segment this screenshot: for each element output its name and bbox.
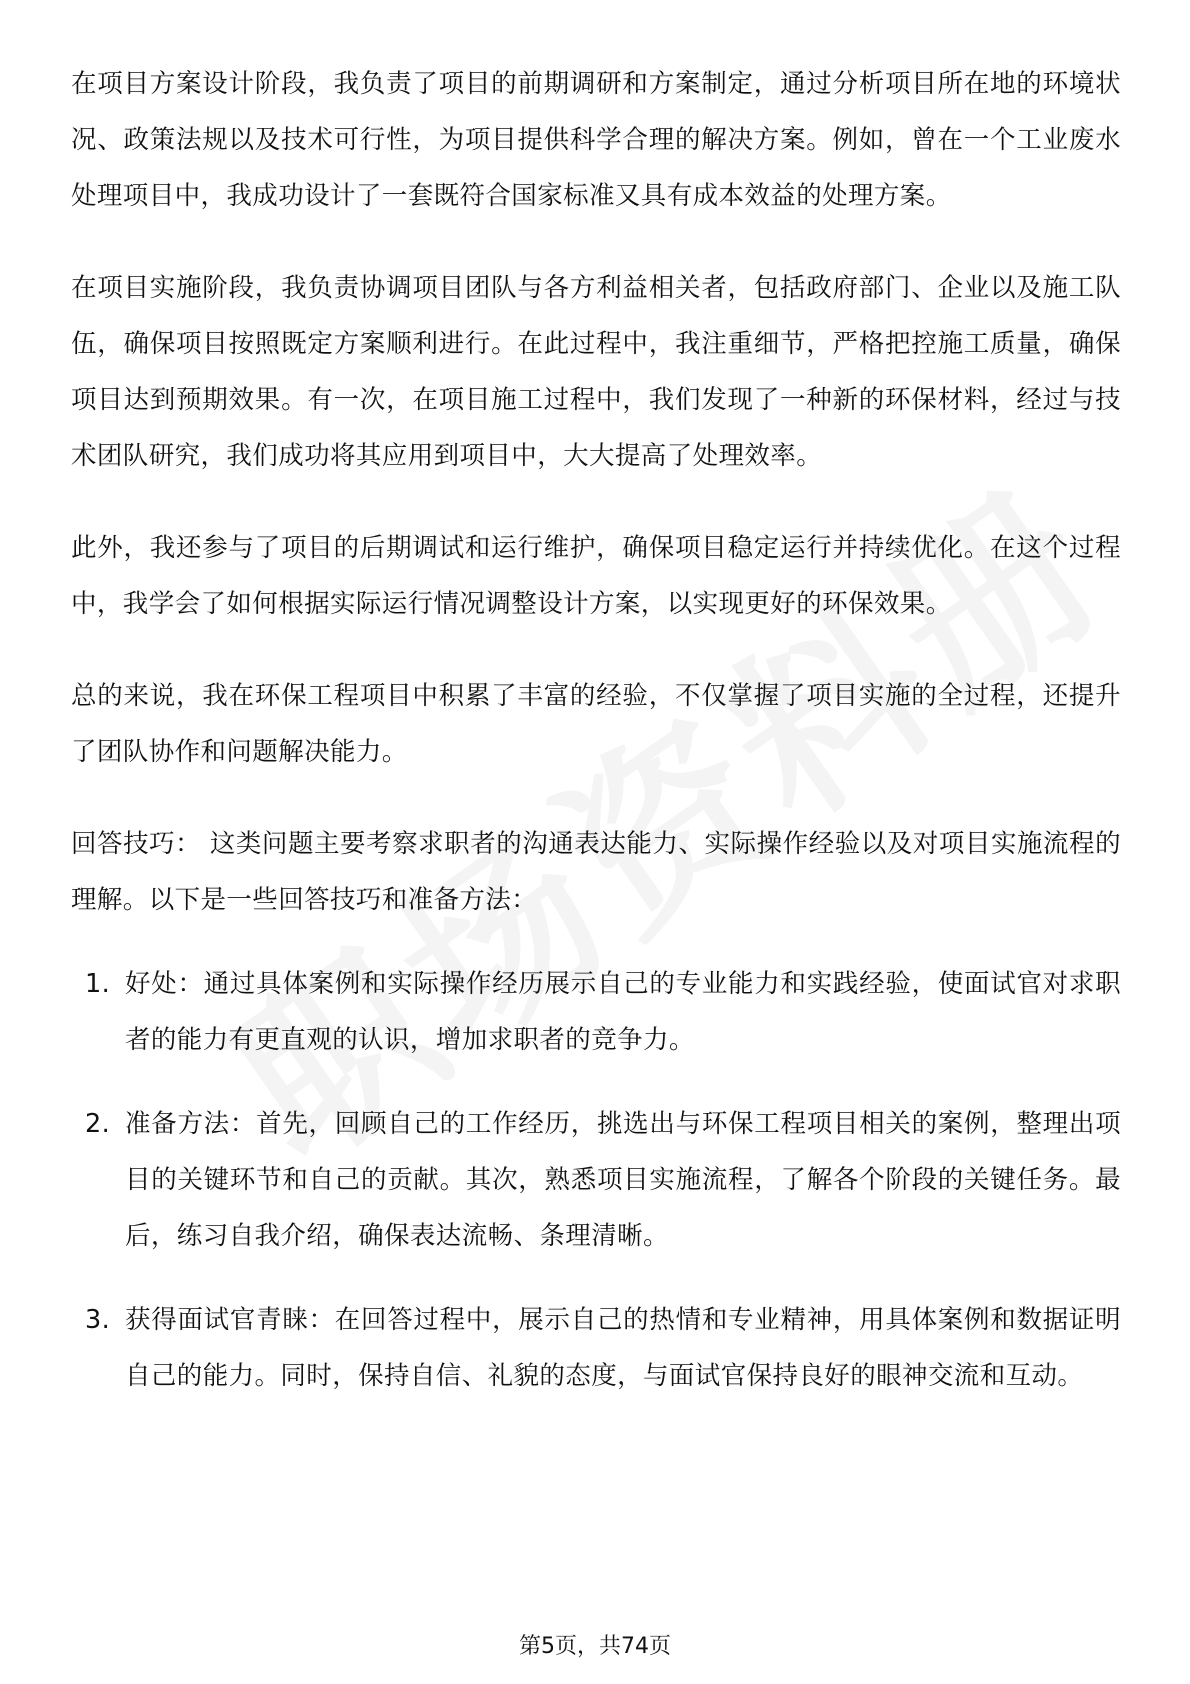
- tip-number: 1.: [85, 969, 111, 999]
- paragraph-implementation-phase: 在项目实施阶段，我负责协调项目团队与各方利益相关者，包括政府部门、企业以及施工队伍，确保项目按照既定方案顺利进行。在此过程中，我注重细节，严格把控施工质量，确保项目达到预期效果。有一次，在项目施工过程中，我们发现了一种新的环保材料，经过与技术团队研究，我们成功将其应用到项目中，大大提高了处理效率。: [71, 273, 1121, 471]
- paragraph-design-phase: 在项目方案设计阶段，我负责了项目的前期调研和方案制定，通过分析项目所在地的环境状况、政策法规以及技术可行性，为项目提供科学合理的解决方案。例如，曾在一个工业废水处理项目中，我成功设计了一套既符合国家标准又具有成本效益的处理方案。: [71, 69, 1121, 211]
- tip-text: 准备方法：首先，回顾自己的工作经历，挑选出与环保工程项目相关的案例，整理出项目的关键环节和自己的贡献。其次，熟悉项目实施流程，了解各个阶段的关键任务。最后，练习自我介绍，确保表达流畅、条理清晰。: [125, 1109, 1121, 1251]
- tip-item-benefit: [71, 956, 1121, 1068]
- page-footer: 第5页，共74页: [519, 1634, 671, 1659]
- tip-item-win-favor: [71, 1292, 1121, 1404]
- tips-list: [71, 956, 1121, 1404]
- paragraph-maintenance-phase: 此外，我还参与了项目的后期调试和运行维护，确保项目稳定运行并持续优化。在这个过程中，我学会了如何根据实际运行情况调整设计方案，以实现更好的环保效果。: [71, 533, 1121, 619]
- tip-text: 好处：通过具体案例和实际操作经历展示自己的专业能力和实践经验，使面试官对求职者的能力有更直观的认识，增加求职者的竞争力。: [125, 969, 1121, 1055]
- tip-number: 2.: [85, 1109, 111, 1139]
- tips-intro: 回答技巧： 这类问题主要考察求职者的沟通表达能力、实际操作经验以及对项目实施流程的理解。以下是一些回答技巧和准备方法：: [71, 829, 1121, 915]
- paragraph-summary: 总的来说，我在环保工程项目中积累了丰富的经验，不仅掌握了项目实施的全过程，还提升了团队协作和问题解决能力。: [71, 681, 1121, 767]
- tip-item-preparation: [71, 1096, 1121, 1264]
- tip-text: 获得面试官青睐：在回答过程中，展示自己的热情和专业精神，用具体案例和数据证明自己的能力。同时，保持自信、礼貌的态度，与面试官保持良好的眼神交流和互动。: [125, 1305, 1121, 1391]
- document-body: [71, 56, 1121, 1432]
- tip-number: 3.: [85, 1305, 111, 1335]
